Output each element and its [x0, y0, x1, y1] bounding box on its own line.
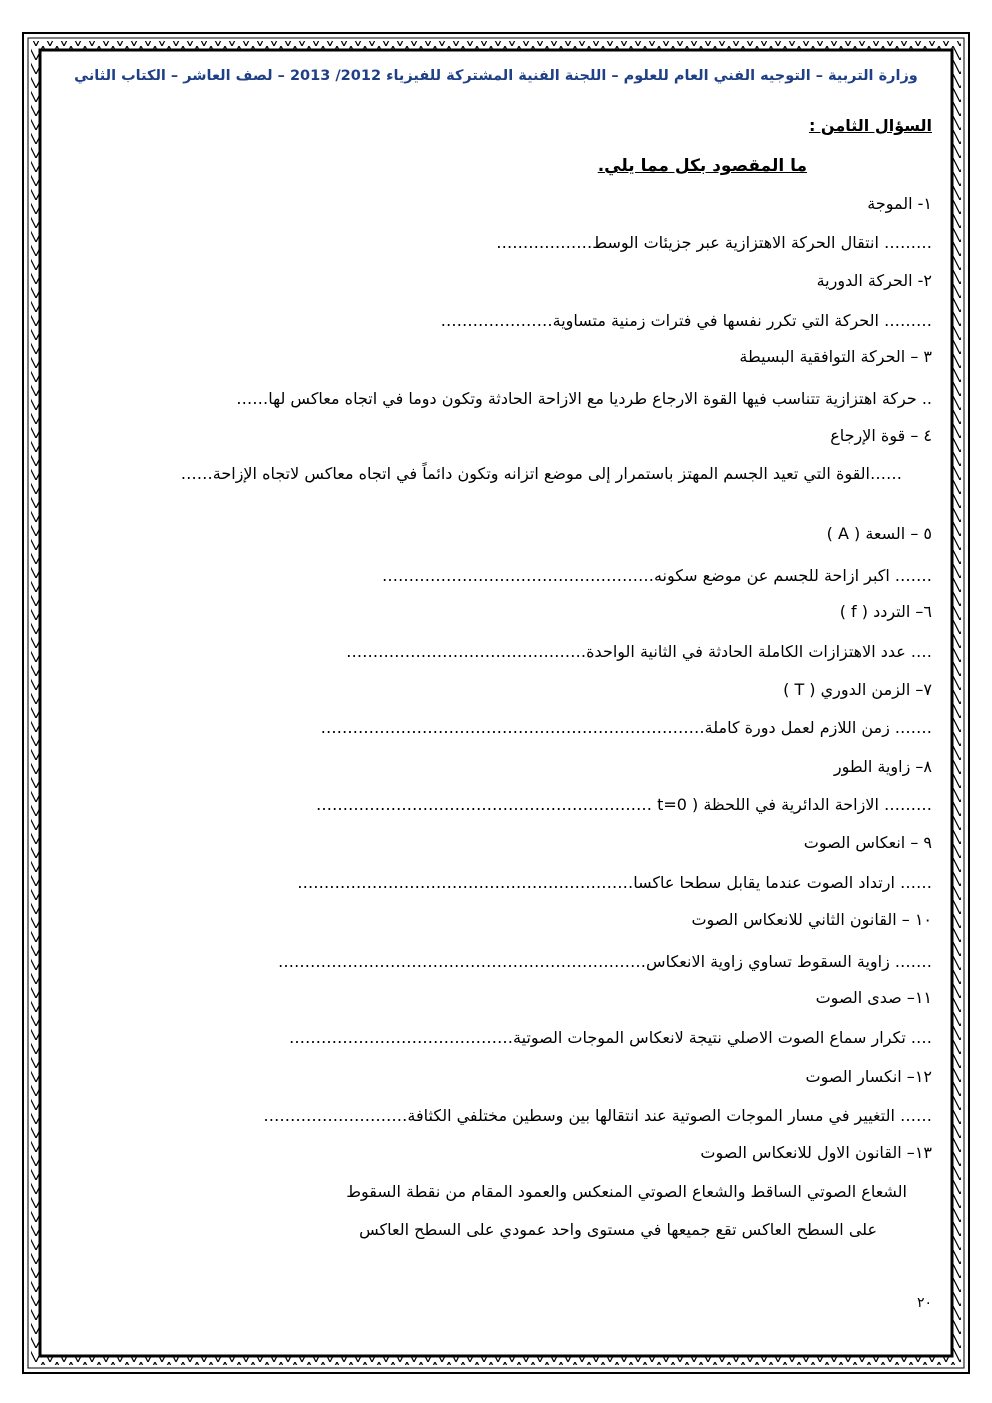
item-term: ٦– التردد ( f ) [839, 602, 932, 621]
item-answer: …… ارتداد الصوت عندما يقابل سطحا عاكسا……………………………………………………… [297, 873, 932, 892]
item-answer: ……. زمن اللازم لعمل دورة كاملة……………………………………………………………… [320, 718, 932, 737]
item-term: ١١– صدى الصوت [815, 988, 932, 1007]
item-answer: ……. زاوية السقوط تساوي زاوية الانعكاس…………………………………………………………… [278, 952, 932, 971]
item-answer: الشعاع الصوتي الساقط والشعاع الصوتي المنعكس والعمود المقام من نقطة السقوط [346, 1182, 907, 1201]
item-answer: ……… الحركة التي تكرر نفسها في فترات زمنية متساوية………………… [440, 311, 932, 330]
question-title: السؤال الثامن : [808, 116, 932, 135]
item-answer: …… التغيير في مسار الموجات الصوتية عند انتقالها بين وسطين مختلفي الكثافة……………………… [263, 1106, 932, 1125]
item-term: ٣ – الحركة التوافقية البسيطة [739, 347, 932, 366]
item-term: ٢- الحركة الدورية [816, 271, 932, 290]
item-answer: ……القوة التي تعيد الجسم المهتز باستمرار إلى موضع اتزانه وتكون دائماً في اتجاه معاكس لاتجاه الإزاحة…… [180, 464, 902, 483]
item-answer: ……… الازاحة الدائرية في اللحظة ( t=0 ……………………………………………………… [315, 795, 932, 814]
item-term: ١- الموجة [867, 194, 932, 213]
item-answer-continuation: على السطح العاكس تقع جميعها في مستوى واحد عمودي على السطح العاكس [359, 1220, 877, 1239]
page-header: وزارة التربية – التوجيه الفني العام للعلوم – اللجنة الفنية المشتركة للفيزياء 2012/ 2013 – لصف العاشر – الكتاب الثاني [74, 68, 918, 84]
item-answer: …. تكرار سماع الصوت الاصلي نتيجة لانعكاس الموجات الصوتية…………………………………… [289, 1028, 932, 1047]
page-number: ٢٠ [916, 1295, 932, 1311]
section-subtitle: ما المقصود بكل مما يلي. [597, 156, 807, 176]
item-answer: ……… انتقال الحركة الاهتزازية عبر جزيئات الوسط……………… [496, 233, 932, 252]
item-term: ٩ – انعكاس الصوت [803, 833, 932, 852]
item-term: ٧– الزمن الدوري ( T ) [783, 680, 932, 699]
item-term: ١٢– انكسار الصوت [805, 1067, 932, 1086]
item-term: ١٠ – القانون الثاني للانعكاس الصوت [691, 910, 932, 929]
item-answer: …. عدد الاهتزازات الكاملة الحادثة في الثانية الواحدة……………………………………… [346, 642, 932, 661]
item-term: ١٣– القانون الاول للانعكاس الصوت [700, 1143, 932, 1162]
item-answer: .. حركة اهتزازية تتناسب فيها القوة الارجاع طرديا مع الازاحة الحادثة وتكون دوما في اتجاه معاكس لها…… [236, 389, 932, 408]
item-term: ٨– زاوية الطور [833, 757, 932, 776]
item-term: ٥ – السعة ( A ) [826, 524, 932, 543]
item-answer: ……. اكبر ازاحة للجسم عن موضع سكونه…………………………………………… [381, 566, 932, 585]
item-term: ٤ – قوة الإرجاع [830, 426, 932, 445]
